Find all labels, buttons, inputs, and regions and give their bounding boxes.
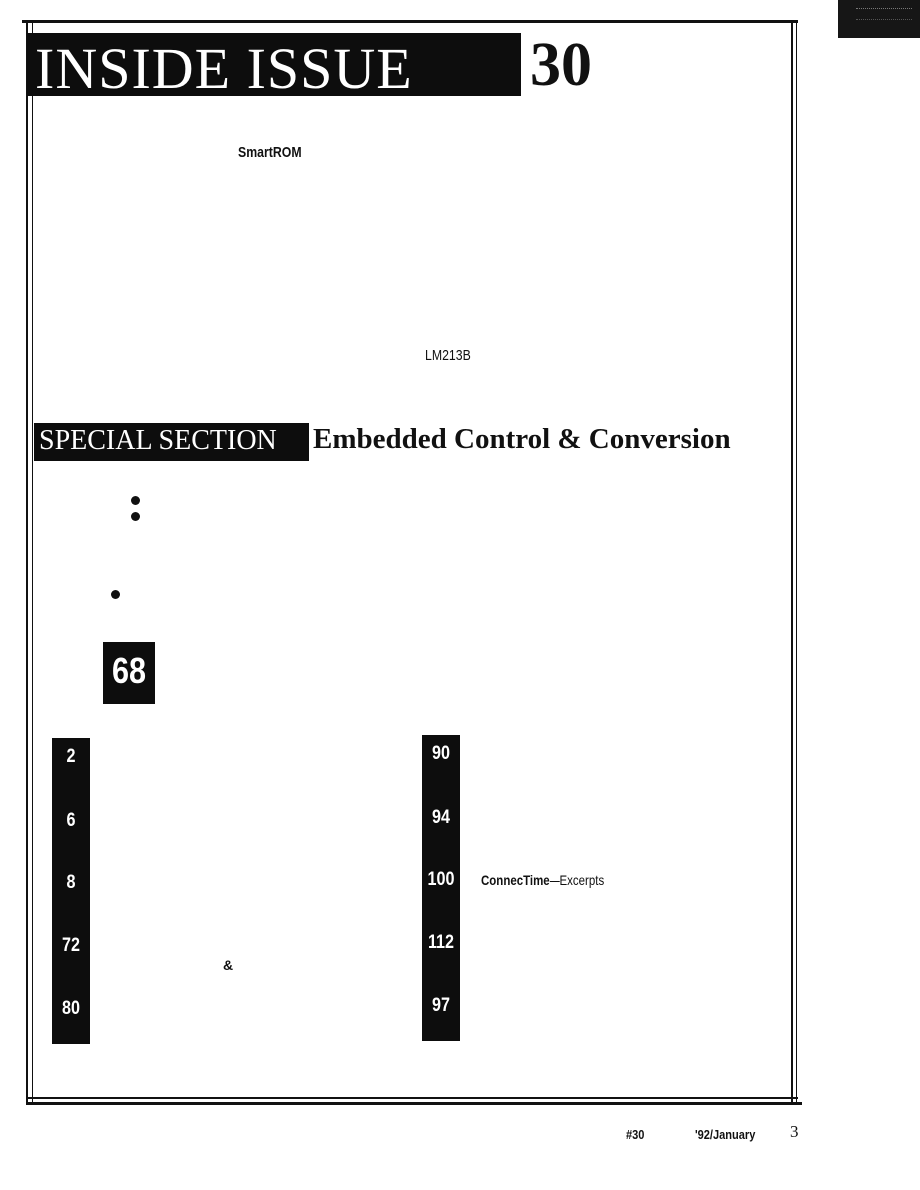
- special-section-title: Embedded Control & Conversion: [313, 423, 731, 455]
- page-ref: 6: [66, 810, 76, 831]
- issue-number: 30: [530, 31, 592, 99]
- left-page-column: [52, 738, 90, 1044]
- connectime-subtitle: Excerpts: [559, 872, 605, 888]
- special-section-banner: [34, 423, 309, 461]
- page-ref: 100: [427, 869, 455, 890]
- frame-right-rule: [791, 20, 793, 1102]
- feature-page-box: [103, 642, 155, 704]
- inside-issue-banner: [27, 33, 521, 101]
- scan-artifact: [838, 0, 920, 38]
- frame-bottom-rule: [26, 1102, 802, 1105]
- feature-page-number: 68: [111, 650, 147, 691]
- frame-left-rule-inner: [32, 20, 33, 1102]
- footer-issue: #30: [626, 1127, 645, 1142]
- frame-right-rule-outer: [796, 20, 797, 1102]
- frame-top-rule: [22, 20, 798, 23]
- page-ref: 72: [62, 935, 80, 956]
- connectime-entry: [481, 872, 604, 888]
- page-ref: 2: [66, 746, 76, 767]
- bullet-icon: [131, 496, 140, 505]
- frame-left-rule: [26, 20, 28, 1102]
- ampersand-text: &: [223, 957, 234, 973]
- page-ref: 97: [432, 995, 450, 1016]
- bullet-icon: [111, 590, 120, 599]
- bullet-icon: [131, 512, 140, 521]
- page-ref: 90: [432, 743, 450, 764]
- page-ref: 112: [427, 932, 455, 953]
- page-ref: 8: [66, 872, 76, 893]
- smartrom-label: SmartROM: [238, 144, 302, 161]
- connectime-title: ConnecTime: [481, 872, 550, 888]
- right-page-column: [422, 735, 460, 1041]
- footer-page-number: 3: [790, 1122, 799, 1141]
- lm213b-label: LM213B: [425, 347, 471, 364]
- page-ref: 94: [432, 807, 450, 828]
- frame-bottom-rule-inner: [26, 1097, 798, 1099]
- page-ref: 80: [62, 998, 80, 1019]
- special-section-text: SPECIAL SECTION: [39, 425, 277, 456]
- inside-issue-text: INSIDE ISSUE: [35, 36, 413, 101]
- footer-date: '92/January: [695, 1127, 756, 1142]
